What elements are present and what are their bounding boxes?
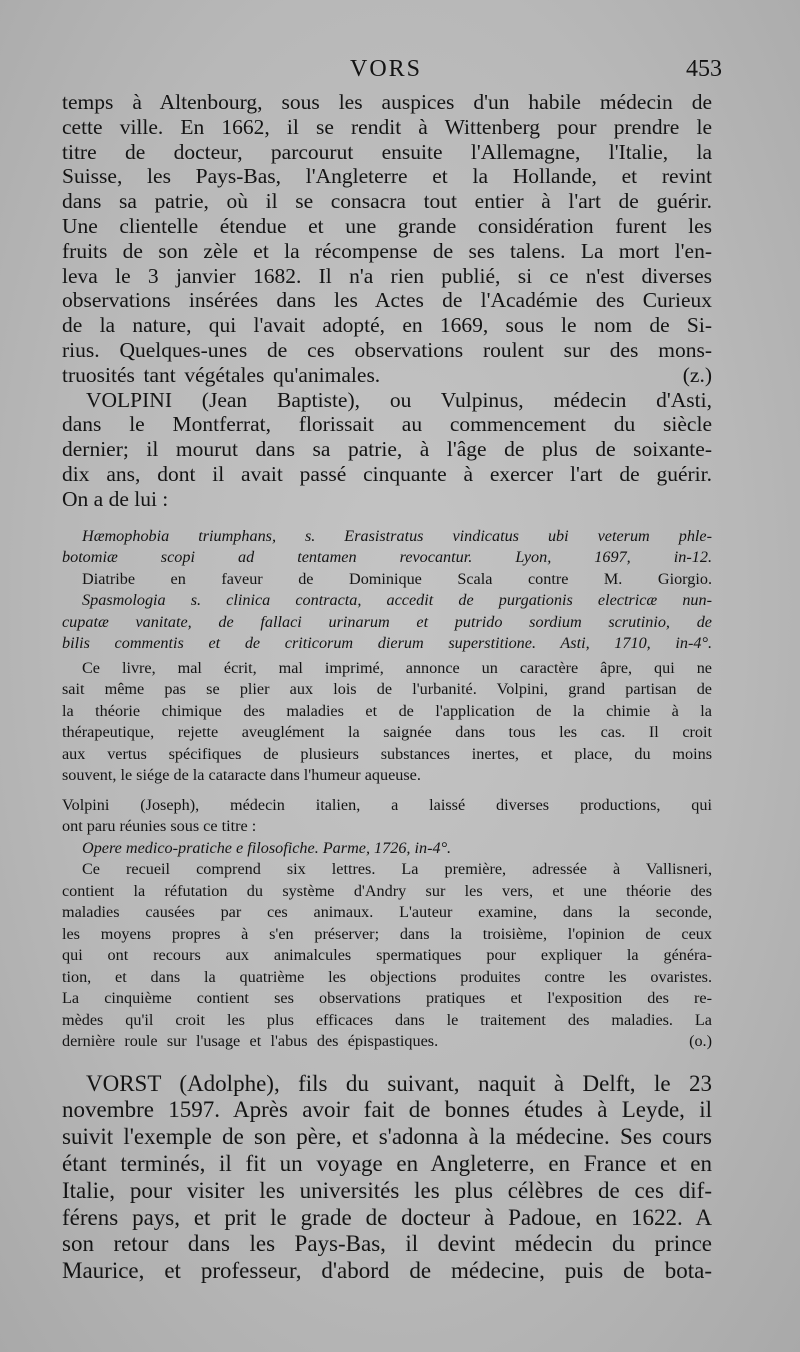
text-line: observations insérées dans les Actes de l'Académie des Curieux <box>62 288 712 313</box>
commentary <box>62 658 712 787</box>
text-line: La cinquième contient ses observations pratiques et l'exposition des re- <box>62 989 712 1008</box>
text-line: Ce livre, mal écrit, mal imprimé, annonce un caractère âpre, qui ne <box>82 658 712 677</box>
text-line: novembre 1597. Après avoir fait de bonnes études à Leyde, il <box>62 1097 712 1123</box>
text-line: temps à Altenbourg, sous les auspices d'un habile médecin de <box>62 90 712 114</box>
page-body <box>62 90 712 1285</box>
text-line: férens pays, et prit le grade de docteur à Padoue, en 1622. A <box>62 1204 712 1230</box>
text-line: les moyens propres à s'en préserver; dans la troisième, l'opinion de ceux <box>62 924 712 943</box>
text-line: rius. Quelques-unes de ces observations roulent sur des mons- <box>62 337 712 362</box>
work-title-line: botomiæ scopi ad tentamen revocantur. Lyon, 1697, in-12. <box>62 548 712 567</box>
text-line: Ce recueil comprend six lettres. La première, adressée à Vallisneri, <box>82 860 712 879</box>
text-line: la théorie chimique des maladies et de l'application de la chimie à la <box>62 701 712 720</box>
text-line: son retour dans les Pays-Bas, il devint médecin du prince <box>62 1231 712 1257</box>
text-line: truosités tant végétales qu'animales. (z.) <box>62 362 712 387</box>
text-line: dernier; il mourut dans sa patrie, à l'âge de plus de soixante- <box>62 437 712 462</box>
work-title-line: Spasmologia s. clinica contracta, accedit de purgationis electricæ nun- <box>82 591 712 610</box>
works-list <box>62 526 712 655</box>
entry-volpini-jean-baptiste <box>62 388 712 512</box>
work-title-line: cupatæ vanitate, de fallaci urinarum et putrido sordium scrutinio, de <box>62 612 712 631</box>
text-line: dix ans, dont il avait passé cinquante à exercer l'art de guérir. <box>62 461 712 486</box>
text-line: suivit l'exemple de son père, et s'adonna à la médecine. Ses cours <box>62 1124 712 1150</box>
text-line: Italie, pour visiter les universités les plus célèbres de ces dif- <box>62 1177 712 1203</box>
entry-volpini-joseph <box>62 795 712 1053</box>
text-line: dans le Montferrat, florissait au commencement du siècle <box>62 412 712 437</box>
work-title-line: Hæmophobia triumphans, s. Erasistratus vindicatus ubi veterum phle- <box>82 526 712 545</box>
entry-vorst-adolphe <box>62 1071 712 1285</box>
text-line: leva le 3 janvier 1682. Il n'a rien publié, si ce n'est diverses <box>62 263 712 288</box>
text-line: qui ont recours aux animalcules spermatiques pour expliquer la généra- <box>62 946 712 965</box>
page-number: 453 <box>686 56 722 82</box>
text-line: cette ville. En 1662, il se rendit à Wittenberg pour prendre le <box>62 114 712 139</box>
text-line: mèdes qu'il croit les plus efficaces dans le traitement des maladies. La <box>62 1010 712 1029</box>
text-line: tion, et dans la quatrième les objections produites contre les ovaristes. <box>62 967 712 986</box>
work-title-line: Diatribe en faveur de Dominique Scala contre M. Giorgio. <box>82 569 712 588</box>
work-title-line: bilis commentis et de criticorum dierum superstitione. Asti, 1710, in-4°. <box>62 634 712 653</box>
text-line: maladies causées par ces animaux. L'auteur examine, dans la seconde, <box>62 903 712 922</box>
text-line: sait même pas se plier aux lois de l'urbanité. Volpini, grand partisan de <box>62 680 712 699</box>
text-line: Maurice, et professeur, d'abord de médecine, puis de bota- <box>62 1258 712 1284</box>
text-line: étant terminés, il fit un voyage en Angleterre, en France et en <box>62 1150 712 1176</box>
text-line: fruits de son zèle et la récompense de ses talens. La mort l'en- <box>62 238 712 263</box>
text-line: Suisse, les Pays-Bas, l'Angleterre et la Hollande, et revint <box>62 164 712 189</box>
running-head: VORS <box>349 56 423 82</box>
text-line: dernière roule sur l'usage et l'abus des épispastiques. (o.) <box>62 1032 712 1051</box>
text-line: dans sa patrie, où il se consacra tout entier à l'art de guérir. <box>62 189 712 214</box>
entry-heading-line: Volpini (Joseph), médecin italien, a laissé diverses productions, qui <box>62 795 712 814</box>
text-line: ont paru réunies sous ce titre : <box>62 817 257 836</box>
text-line: de la nature, qui l'avait adopté, en 1669, sous le nom de Si- <box>62 313 712 338</box>
text-line: Une clientelle étendue et une grande considération furent les <box>62 213 712 238</box>
text-line: contient la réfutation du système d'Andry sur les vers, et une théorie des <box>62 881 712 900</box>
entry-heading-line: VOLPINI (Jean Baptiste), ou Vulpinus, médecin d'Asti, <box>86 387 712 412</box>
entry-continuation <box>62 90 712 388</box>
text-line: On a de lui : <box>62 486 169 511</box>
text-line: thérapeutique, rejette aveuglément la saignée dans tous les cas. Il croit <box>62 723 712 742</box>
page-header <box>62 56 722 86</box>
entry-heading-line: VORST (Adolphe), fils du suivant, naquit à Delft, le 23 <box>86 1070 712 1096</box>
text-line: titre de docteur, parcourut ensuite l'Allemagne, l'Italie, la <box>62 139 712 164</box>
text-line: souvent, le siége de la cataracte dans l'humeur aqueuse. <box>62 766 421 785</box>
work-title-line: Opere medico-pratiche e filosofiche. Parme, 1726, in-4°. <box>82 838 452 857</box>
text-line: aux vertus spécifiques de plusieurs substances inertes, et place, du moins <box>62 744 712 763</box>
